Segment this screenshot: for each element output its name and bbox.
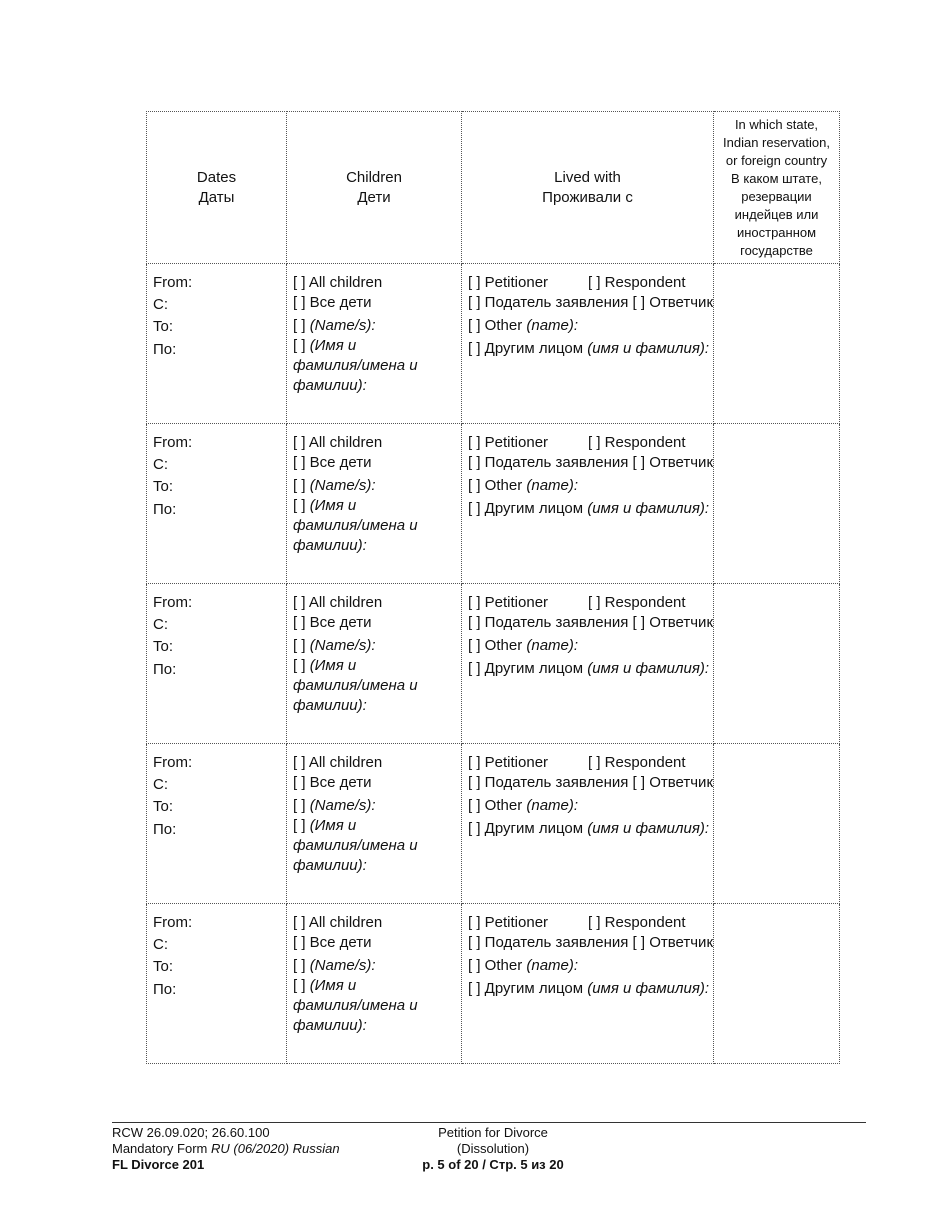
respondent-checkbox[interactable]: [ ] Respondent: [588, 434, 686, 451]
state-cell[interactable]: [714, 424, 840, 584]
all-children-checkbox[interactable]: [ ] All children: [293, 754, 383, 771]
all-children-checkbox[interactable]: [ ] All children: [293, 914, 383, 931]
names-label-ru-cont: фамилия/имена и: [293, 357, 418, 374]
respondent-checkbox[interactable]: [ ] Respondent: [588, 914, 686, 931]
other-checkbox[interactable]: [ ] Other (name):: [468, 477, 579, 494]
dates-cell[interactable]: [147, 424, 287, 584]
from-label-ru: С:: [153, 616, 168, 633]
state-cell[interactable]: [714, 744, 840, 904]
to-label-ru: По:: [153, 501, 177, 518]
to-label-ru: По:: [153, 661, 177, 678]
from-label: From:: [153, 914, 193, 931]
to-label: To:: [153, 798, 174, 815]
other-checkbox-ru[interactable]: [ ] Другим лицом (имя и фамилия):: [468, 500, 710, 517]
to-label: To:: [153, 958, 174, 975]
all-children-checkbox-ru[interactable]: [ ] Все дети: [293, 294, 372, 311]
to-label-ru: По:: [153, 981, 177, 998]
names-label-ru-cont: фамилия/имена и: [293, 997, 418, 1014]
other-checkbox-ru[interactable]: [ ] Другим лицом (имя и фамилия):: [468, 660, 710, 677]
from-label-ru: С:: [153, 776, 168, 793]
to-label: To:: [153, 318, 174, 335]
footer-center: [418, 1125, 568, 1173]
petitioner-checkbox[interactable]: [ ] Petitioner: [468, 754, 549, 771]
names-checkbox-ru[interactable]: [ ] (Имя и: [293, 337, 357, 354]
to-label-ru: По:: [153, 341, 177, 358]
header-dates: Dates Даты: [147, 112, 287, 264]
petitioner-respondent-checkbox-ru[interactable]: [ ] Податель заявления [ ] Ответчик: [468, 614, 714, 631]
names-label-ru-cont: фамилии):: [293, 377, 367, 394]
table-row: [147, 264, 840, 424]
table-row: [147, 744, 840, 904]
names-label-ru-cont: фамилии):: [293, 1017, 367, 1034]
header-lived-with: Lived with Проживали с: [462, 112, 714, 264]
children-cell: [287, 904, 462, 1064]
all-children-checkbox[interactable]: [ ] All children: [293, 274, 383, 291]
residence-history-table: [146, 111, 840, 1064]
other-checkbox[interactable]: [ ] Other (name):: [468, 637, 579, 654]
from-label: From:: [153, 274, 193, 291]
lived-with-cell: [462, 744, 714, 904]
table-row: [147, 584, 840, 744]
petitioner-checkbox[interactable]: [ ] Petitioner: [468, 434, 549, 451]
all-children-checkbox[interactable]: [ ] All children: [293, 594, 383, 611]
page-number: p. 5 of 20 / Стр. 5 из 20: [422, 1157, 564, 1172]
rcw-reference: RCW 26.09.020; 26.60.100: [112, 1125, 270, 1140]
to-label-ru: По:: [153, 821, 177, 838]
names-label-ru-cont: фамилии):: [293, 537, 367, 554]
names-checkbox[interactable]: [ ] (Name/s):: [293, 957, 376, 974]
from-label-ru: С:: [153, 456, 168, 473]
all-children-checkbox[interactable]: [ ] All children: [293, 434, 383, 451]
names-checkbox[interactable]: [ ] (Name/s):: [293, 797, 376, 814]
dates-cell[interactable]: [147, 584, 287, 744]
all-children-checkbox-ru[interactable]: [ ] Все дети: [293, 614, 372, 631]
all-children-checkbox-ru[interactable]: [ ] Все дети: [293, 774, 372, 791]
children-cell: [287, 264, 462, 424]
names-label-ru-cont: фамилия/имена и: [293, 517, 418, 534]
children-cell: [287, 744, 462, 904]
all-children-checkbox-ru[interactable]: [ ] Все дети: [293, 934, 372, 951]
table-header-row: [147, 112, 840, 264]
names-checkbox[interactable]: [ ] (Name/s):: [293, 637, 376, 654]
mandatory-form-line: Mandatory Form RU (06/2020) Russian: [112, 1141, 340, 1156]
names-checkbox-ru[interactable]: [ ] (Имя и: [293, 977, 357, 994]
all-children-checkbox-ru[interactable]: [ ] Все дети: [293, 454, 372, 471]
footer-left: [112, 1125, 412, 1173]
table-row: [147, 424, 840, 584]
state-cell[interactable]: [714, 584, 840, 744]
names-label-ru-cont: фамилии):: [293, 697, 367, 714]
dates-cell[interactable]: [147, 264, 287, 424]
names-label-ru-cont: фамилия/имена и: [293, 837, 418, 854]
table-row: [147, 904, 840, 1064]
lived-with-cell: [462, 584, 714, 744]
names-checkbox-ru[interactable]: [ ] (Имя и: [293, 657, 357, 674]
to-label: To:: [153, 478, 174, 495]
petitioner-respondent-checkbox-ru[interactable]: [ ] Податель заявления [ ] Ответчик: [468, 454, 714, 471]
petitioner-checkbox[interactable]: [ ] Petitioner: [468, 274, 549, 291]
petitioner-checkbox[interactable]: [ ] Petitioner: [468, 594, 549, 611]
header-children: Children Дети: [287, 112, 462, 264]
header-state: In which state, Indian reservation, or foreign country В каком штате, резервации индейцев или иностранном государстве: [714, 112, 840, 264]
form-title: Petition for Divorce: [438, 1125, 548, 1140]
from-label: From:: [153, 594, 193, 611]
form-subtitle: (Dissolution): [456, 1141, 530, 1156]
lived-with-cell: [462, 904, 714, 1064]
names-checkbox[interactable]: [ ] (Name/s):: [293, 477, 376, 494]
names-label-ru-cont: фамилия/имена и: [293, 677, 418, 694]
form-id: FL Divorce 201: [112, 1157, 205, 1172]
page-footer: [112, 1122, 866, 1172]
from-label: From:: [153, 434, 193, 451]
from-label-ru: С:: [153, 936, 168, 953]
state-cell[interactable]: [714, 264, 840, 424]
from-label-ru: С:: [153, 296, 168, 313]
to-label: To:: [153, 638, 174, 655]
dates-cell[interactable]: [147, 904, 287, 1064]
respondent-checkbox[interactable]: [ ] Respondent: [588, 754, 686, 771]
names-label-ru-cont: фамилии):: [293, 857, 367, 874]
children-cell: [287, 584, 462, 744]
names-checkbox[interactable]: [ ] (Name/s):: [293, 317, 376, 334]
other-checkbox-ru[interactable]: [ ] Другим лицом (имя и фамилия):: [468, 340, 710, 357]
dates-cell[interactable]: [147, 744, 287, 904]
other-checkbox-ru[interactable]: [ ] Другим лицом (имя и фамилия):: [468, 820, 710, 837]
other-checkbox-ru[interactable]: [ ] Другим лицом (имя и фамилия):: [468, 980, 710, 997]
other-checkbox[interactable]: [ ] Other (name):: [468, 957, 579, 974]
names-checkbox-ru[interactable]: [ ] (Имя и: [293, 497, 357, 514]
names-checkbox-ru[interactable]: [ ] (Имя и: [293, 817, 357, 834]
lived-with-cell: [462, 264, 714, 424]
petitioner-respondent-checkbox-ru[interactable]: [ ] Податель заявления [ ] Ответчик: [468, 294, 714, 311]
petitioner-respondent-checkbox-ru[interactable]: [ ] Податель заявления [ ] Ответчик: [468, 934, 714, 951]
state-cell[interactable]: [714, 904, 840, 1064]
petitioner-respondent-checkbox-ru[interactable]: [ ] Податель заявления [ ] Ответчик: [468, 774, 714, 791]
lived-with-cell: [462, 424, 714, 584]
children-cell: [287, 424, 462, 584]
petitioner-checkbox[interactable]: [ ] Petitioner: [468, 914, 549, 931]
from-label: From:: [153, 754, 193, 771]
other-checkbox[interactable]: [ ] Other (name):: [468, 317, 579, 334]
respondent-checkbox[interactable]: [ ] Respondent: [588, 274, 686, 291]
other-checkbox[interactable]: [ ] Other (name):: [468, 797, 579, 814]
respondent-checkbox[interactable]: [ ] Respondent: [588, 594, 686, 611]
